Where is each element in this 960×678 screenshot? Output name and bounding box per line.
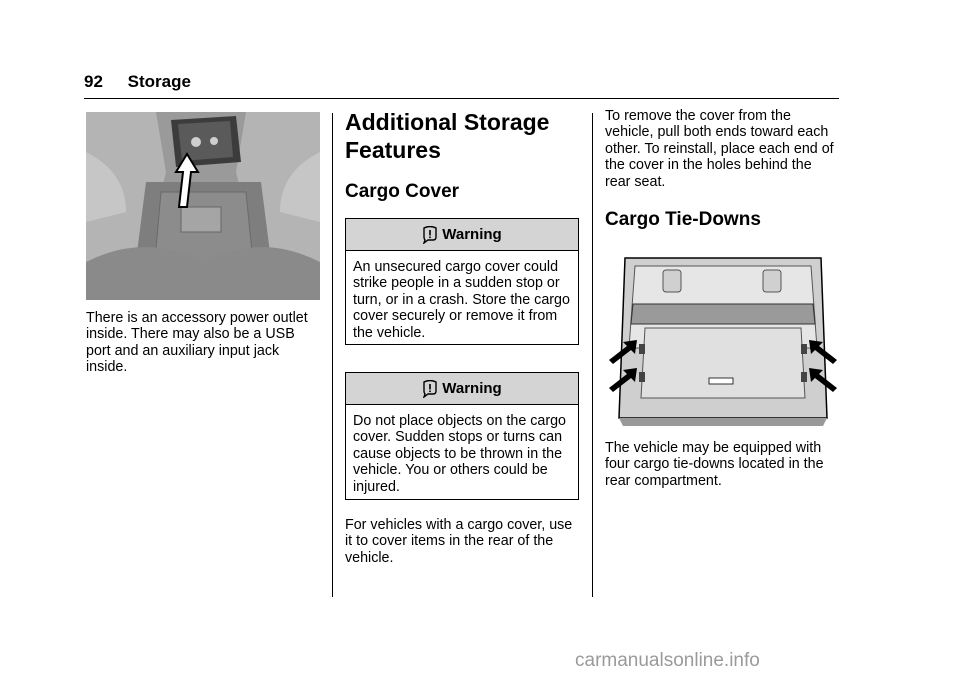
page-number: 92 bbox=[84, 72, 103, 91]
warning-header-1 bbox=[346, 219, 578, 251]
cargo-cover-description: For vehicles with a cargo cover, use it to cover items in the rear of the vehicle. bbox=[345, 517, 573, 566]
remove-cover-instructions: To remove the cover from the vehicle, pull both ends toward each other. To reinstall, place each end of the cover in the holes behind the rear seat. bbox=[605, 108, 834, 190]
warning-header-2 bbox=[346, 373, 578, 405]
watermark: carmanualsonline.info bbox=[575, 650, 760, 671]
cargo-tie-downs-illustration bbox=[605, 248, 841, 428]
warning-title-1: Warning bbox=[442, 226, 502, 243]
warning-body-1: An unsecured cargo cover could strike people in a sudden stop or turn, or in a crash. Store the cargo cover securely or remove it from the vehicle. bbox=[353, 259, 570, 341]
cargo-cover-heading: Cargo Cover bbox=[345, 181, 460, 202]
header-rule bbox=[84, 98, 839, 99]
tie-downs-heading: Cargo Tie-Downs bbox=[605, 209, 761, 231]
warning-box-2 bbox=[345, 372, 579, 500]
outlet-description: There is an accessory power outlet inside. There may also be a USB port and an auxiliary input jack inside. bbox=[86, 310, 308, 376]
console-power-outlet-illustration bbox=[86, 112, 320, 300]
tie-downs-description: The vehicle may be equipped with four cargo tie-downs located in the rear compartment. bbox=[605, 440, 824, 489]
section-heading: Additional Storage Features bbox=[345, 109, 550, 163]
warning-title-2: Warning bbox=[442, 380, 502, 397]
column-2 bbox=[345, 108, 579, 566]
column-divider-2 bbox=[592, 113, 593, 597]
column-3 bbox=[605, 108, 841, 489]
column-1 bbox=[86, 112, 322, 376]
column-divider-1 bbox=[332, 113, 333, 597]
warning-box-1 bbox=[345, 218, 579, 345]
warning-icon bbox=[422, 380, 438, 398]
section-title: Storage bbox=[127, 72, 191, 91]
warning-body-2: Do not place objects on the cargo cover. Sudden stops or turns can cause objects to be thrown in the vehicle. You or others could be injured. bbox=[353, 413, 567, 495]
page-header bbox=[84, 72, 191, 92]
warning-icon bbox=[422, 226, 438, 244]
